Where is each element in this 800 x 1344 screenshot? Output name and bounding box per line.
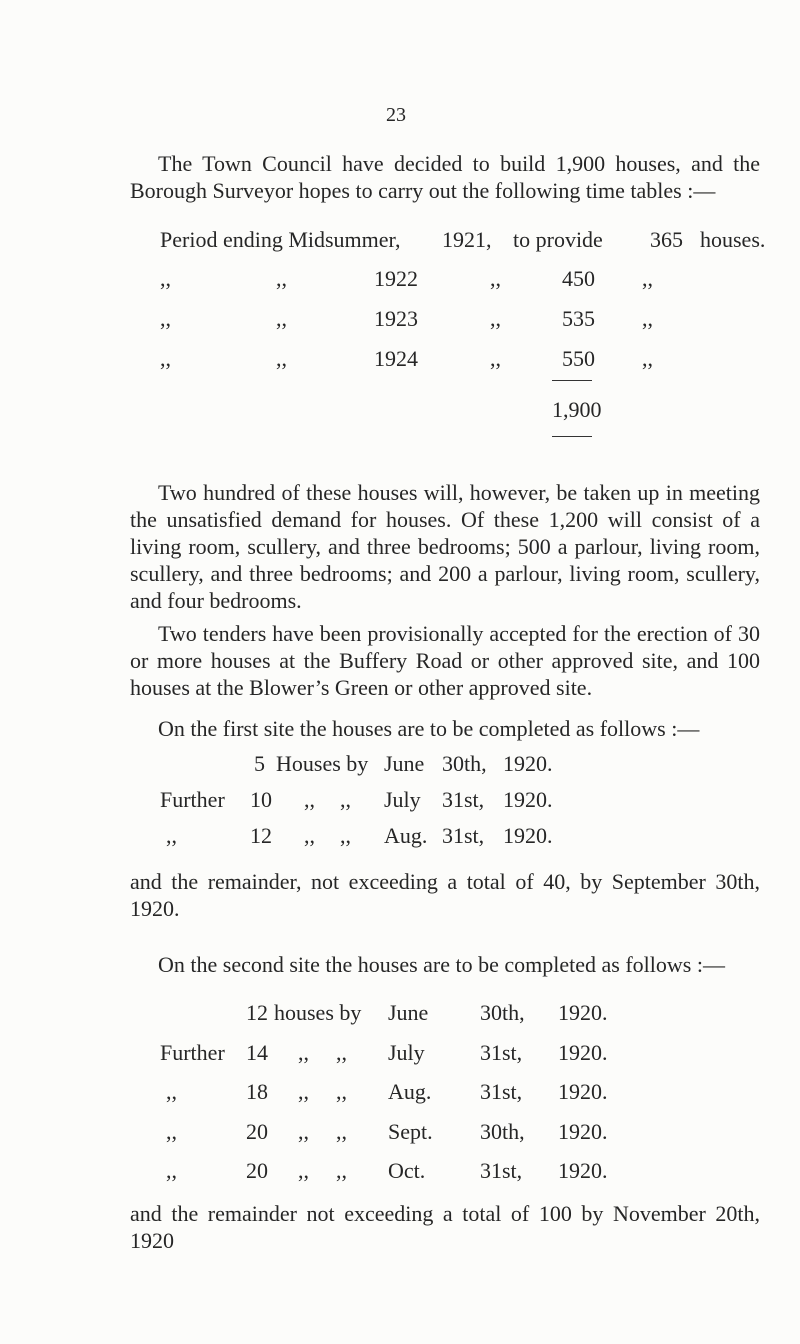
period-label: Period ending Midsummer, — [160, 227, 401, 252]
provide-label: to provide — [513, 227, 603, 252]
day-cell: 30th, — [480, 1119, 525, 1144]
year-cell: 1920. — [558, 1040, 608, 1065]
house-count: 5 — [254, 751, 265, 776]
prefix-cell: Further — [160, 1040, 225, 1065]
house-count: 18 — [246, 1079, 268, 1104]
prefix-cell: Further — [160, 787, 225, 812]
month-cell: Aug. — [384, 823, 428, 848]
timetable-row — [160, 306, 760, 334]
count-cell: 535 — [562, 306, 595, 331]
total-count: 1,900 — [552, 397, 602, 422]
day-cell: 31st, — [480, 1079, 523, 1104]
house-count: 14 — [246, 1040, 268, 1065]
count-cell: 550 — [562, 346, 595, 371]
ditto-mark: ,, — [340, 787, 351, 812]
paragraph-tenders: Two tenders have been provisionally accepted for the erection of 30 or more houses at the Buffery Road or other approved site, and 100 houses at the Blower’s Green or other approved site. — [130, 621, 760, 700]
ditto-mark: ,, — [276, 306, 287, 331]
year-cell: 1920. — [558, 1079, 608, 1104]
houses-by-label: houses by — [274, 1000, 362, 1025]
total-rule — [552, 436, 592, 437]
year-cell: 1920. — [558, 1158, 608, 1183]
schedule2-row — [160, 1119, 760, 1147]
paragraph-second-site: On the second site the houses are to be completed as follows :— — [158, 952, 725, 977]
ditto-mark: ,, — [298, 1158, 309, 1183]
ditto-mark: ,, — [166, 1119, 177, 1144]
house-count: 12 — [246, 1000, 268, 1025]
year-cell: 1922 — [374, 266, 418, 291]
ditto-mark: ,, — [642, 346, 653, 371]
ditto-mark: ,, — [166, 1079, 177, 1104]
ditto-mark: ,, — [642, 266, 653, 291]
intro-paragraph: The Town Council have decided to build 1,900 houses, and the Borough Surveyor hopes to carry out the following time tables :— — [130, 151, 760, 203]
ditto-mark: ,, — [490, 346, 501, 371]
schedule2-row — [160, 1000, 760, 1028]
day-cell: 30th, — [442, 751, 487, 776]
ditto-mark: ,, — [336, 1158, 347, 1183]
page-number: 23 — [386, 104, 406, 126]
ditto-mark: ,, — [642, 306, 653, 331]
schedule2-row — [160, 1079, 760, 1107]
paragraph-first-site: On the first site the houses are to be completed as follows :— — [158, 716, 700, 741]
paragraph-house-types: Two hundred of these houses will, however, be taken up in meeting the unsatisfied demand for houses. Of these 1,200 will consist of a living room, scullery, and three bedrooms; 500 a parlour, living room, scullery, and three bedrooms; and 200 a parlour, living room, scullery, and four bedrooms. — [130, 480, 760, 613]
count-cell: 365 — [650, 227, 683, 252]
ditto-mark: ,, — [336, 1119, 347, 1144]
house-count: 10 — [250, 787, 272, 812]
house-count: 20 — [246, 1119, 268, 1144]
ditto-mark: ,, — [336, 1040, 347, 1065]
ditto-mark: ,, — [490, 306, 501, 331]
year-cell: 1920. — [503, 823, 553, 848]
month-cell: June — [384, 751, 425, 776]
ditto-mark: ,, — [304, 823, 315, 848]
ditto-mark: ,, — [160, 306, 171, 331]
year-cell: 1923 — [374, 306, 418, 331]
house-count: 12 — [250, 823, 272, 848]
day-cell: 31st, — [442, 823, 485, 848]
paragraph-first-site-remainder: and the remainder, not exceeding a total of 40, by September 30th, 1920. — [130, 869, 760, 921]
year-cell: 1920. — [558, 1000, 608, 1025]
ditto-mark: ,, — [336, 1079, 347, 1104]
timetable-row — [160, 346, 760, 374]
sum-rule — [552, 380, 592, 381]
houses-by-label: Houses by — [276, 751, 369, 776]
ditto-mark: ,, — [298, 1079, 309, 1104]
month-cell: June — [388, 1000, 429, 1025]
ditto-mark: ,, — [304, 787, 315, 812]
month-cell: Oct. — [388, 1158, 426, 1183]
schedule2-row — [160, 1158, 760, 1186]
paragraph-second-site-remainder: and the remainder not exceeding a total of 100 by November 20th, 1920 — [130, 1201, 760, 1253]
month-cell: July — [384, 787, 421, 812]
day-cell: 30th, — [480, 1000, 525, 1025]
day-cell: 31st, — [480, 1158, 523, 1183]
ditto-mark: ,, — [298, 1119, 309, 1144]
ditto-mark: ,, — [166, 1158, 177, 1183]
house-count: 20 — [246, 1158, 268, 1183]
ditto-mark: ,, — [340, 823, 351, 848]
unit-cell: houses. — [700, 227, 766, 252]
timetable-first-row — [160, 227, 766, 255]
year-cell: 1924 — [374, 346, 418, 371]
day-cell: 31st, — [442, 787, 485, 812]
month-cell: July — [388, 1040, 425, 1065]
day-cell: 31st, — [480, 1040, 523, 1065]
month-cell: Sept. — [388, 1119, 433, 1144]
year-cell: 1920. — [503, 787, 553, 812]
ditto-mark: ,, — [160, 266, 171, 291]
count-cell: 450 — [562, 266, 595, 291]
ditto-mark: ,, — [276, 346, 287, 371]
year-cell: 1921, — [442, 227, 492, 252]
schedule2-row — [160, 1040, 760, 1068]
month-cell: Aug. — [388, 1079, 432, 1104]
ditto-mark: ,, — [166, 823, 177, 848]
schedule1-row — [160, 823, 760, 851]
year-cell: 1920. — [503, 751, 553, 776]
ditto-mark: ,, — [298, 1040, 309, 1065]
ditto-mark: ,, — [160, 346, 171, 371]
schedule1-row — [160, 751, 760, 779]
timetable-row — [160, 266, 760, 294]
year-cell: 1920. — [558, 1119, 608, 1144]
ditto-mark: ,, — [490, 266, 501, 291]
ditto-mark: ,, — [276, 266, 287, 291]
schedule1-row — [160, 787, 760, 815]
